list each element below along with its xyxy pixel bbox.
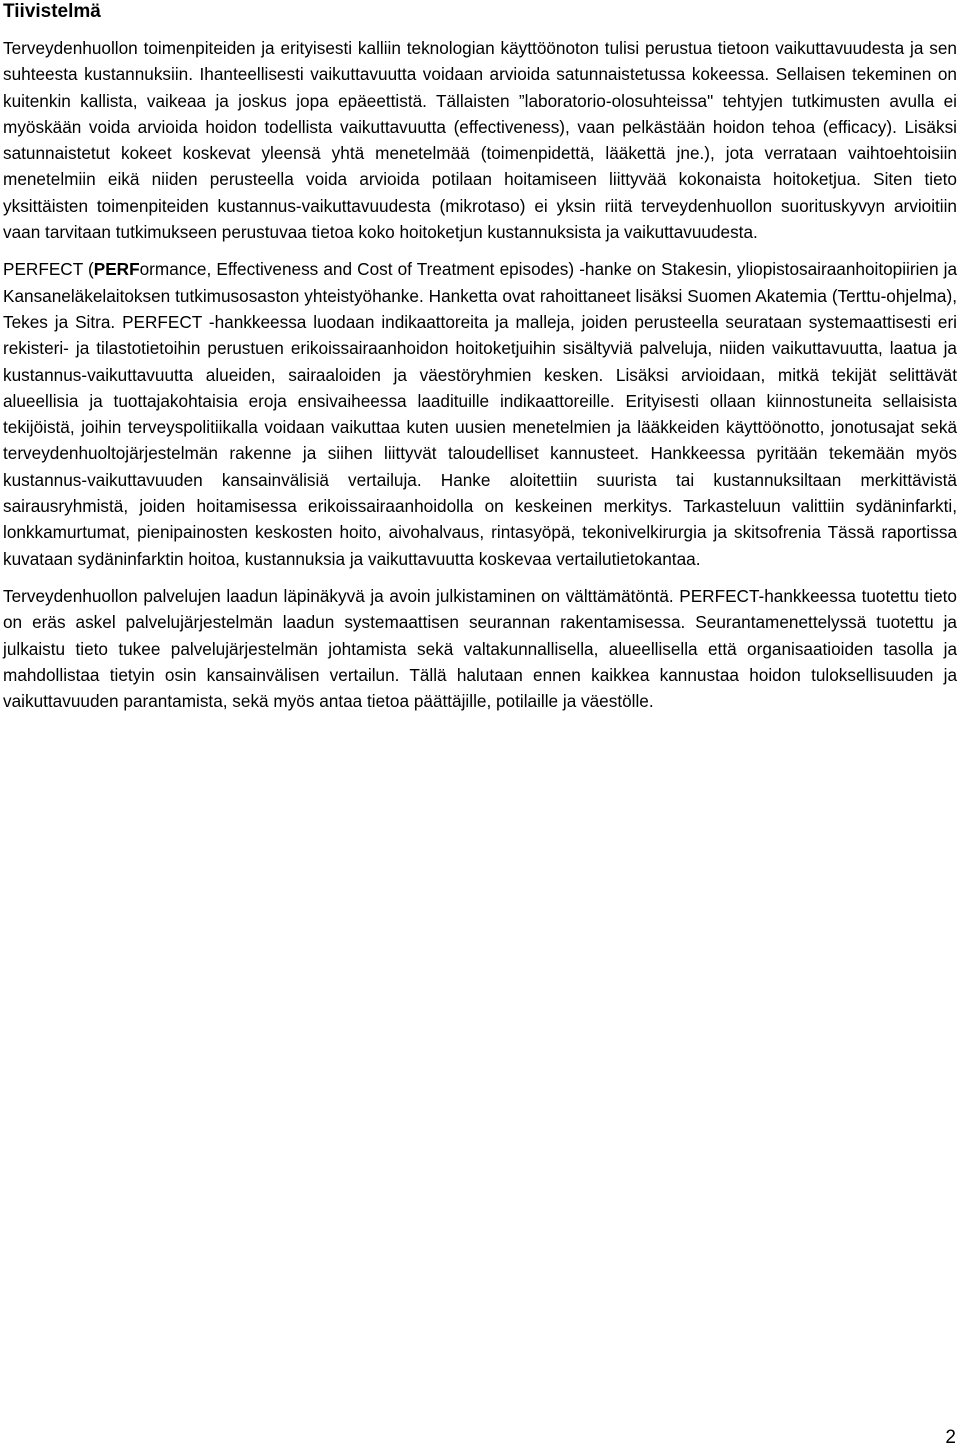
paragraph-body: ormance, Effectiveness and Cost of Treatment episodes) -hanke on Stakesin, yliopistosairaanhoitopiirien ja Kansaneläkelaitoksen tutkimusosaston yhteistyöhanke. Hanketta ovat rahoittaneet lisäksi Suomen Akatemia (Terttu-ohjelma), Tekes ja Sitra. PERFECT -hankkeessa luodaan indikaattoreita ja malleja, joiden perusteella seurataan systemaattisesti eri rekisteri- ja tilastotietoihin perustuen erikoissairaanhoidon hoitoketjuihin sisältyviä palveluja, niiden vaikuttavuutta, laatua ja kustannus-vaikuttavuutta alueiden, sairaaloiden ja väestöryhmien kesken. Lisäksi arvioidaan, mitkä tekijät selittävät alueellisia ja tuottajakohtaisia eroja ensivaiheessa laadituille indikaattoreille. Erityisesti ollaan kiinnostuneita sellaisista tekijöistä, joihin terveyspolitiikalla voidaan vaikuttaa kuten uusien menetelmien ja lääkkeiden käyttöönotto, jonotusajat sekä terveydenhuoltojärjestelmän rakenne ja siihen liittyvät taloudelliset kannusteet. Hankkeessa pyritään tekemään myös kustannus-vaikuttavuuden kansainvälisiä vertailuja. Hanke aloitettiin suurista tai kustannuksiltaan merkittävistä sairausryhmistä, joiden hoitamisessa erikoissairaanhoidolla on keskeinen merkitys. Tarkasteluun valittiin sydäninfarkti, lonkkamurtumat, pienipainosten keskosten hoito, aivohalvaus, rintasyöpä, tekonivelkirurgia ja skitsofrenia Tässä raportissa kuvataan sydäninfarktin hoitoa, kustannuksia ja vaikuttavuutta koskevaa vertailutietokantaa. (3, 259, 958, 569)
paragraph-lead: PERFECT ( (3, 259, 94, 280)
paragraph-transparency: Terveydenhuollon palvelujen laadun läpinäkyvä ja avoin julkistaminen on välttämätöntä. PERFECT-hankkeessa tuotettu tieto on eräs askel palvelujärjestelmän laadun systemaattisen seurannan rakentamisessa. Seurantamenettelyssä tuotettu ja julkaistu tieto tukee palvelujärjestelmän johtamista sekä valtakunnallisella, alueellisella että organisaatioiden tasolla ja mahdollistaa tietyin osin kansainvälisen vertailun. Tällä halutaan ennen kaikkea kannustaa hoidon tuloksellisuuden ja vaikuttavuuden parantamista, sekä myös antaa tietoa päättäjille, potilaille ja väestölle. (3, 585, 957, 712)
paragraph-perfect-project (3, 256, 957, 572)
page-number: 2 (945, 1427, 956, 1448)
paragraph-background: Terveydenhuollon toimenpiteiden ja erityisesti kalliin teknologian käyttöönoton tulisi perustua tietoon vaikuttavuudesta ja sen suhteesta kustannuksiin. Ihanteellisesti vaikuttavuutta voidaan arvioida satunnaistetussa kokeessa. Sellaisen tekeminen on kuitenkin kallista, vaikeaa ja joskus jopa epäeettistä. Tällaisten ”laboratorio-olosuhteissa" tehtyjen tutkimusten avulla ei myöskään voida arvioida hoidon todellista vaikuttavuutta (effectiveness), vaan pelkästään hoidon tehoa (efficacy). Lisäksi satunnaistetut kokeet koskevat yleensä yhtä menetelmää (toimenpidettä, lääkettä jne.), jota verrataan vaihtoehtoisiin menetelmiin eikä niiden perusteella voida arvioida potilaan hoitamiseen liittyvää kokonaista hoitoketjua. Siten tieto yksittäisten toimenpiteiden kustannus-vaikuttavuudesta (mikrotaso) ei yksin riitä terveydenhuollon suorituskyvyn arvioitiin vaan tarvitaan tutkimukseen perustuvaa tietoa koko hoitoketjun kustannuksista ja vaikuttavuudesta. (3, 38, 957, 243)
paragraph-bold-acronym: PERF (93, 259, 140, 280)
section-heading: Tiivistelmä (3, 1, 101, 22)
document-page (3, 0, 957, 714)
